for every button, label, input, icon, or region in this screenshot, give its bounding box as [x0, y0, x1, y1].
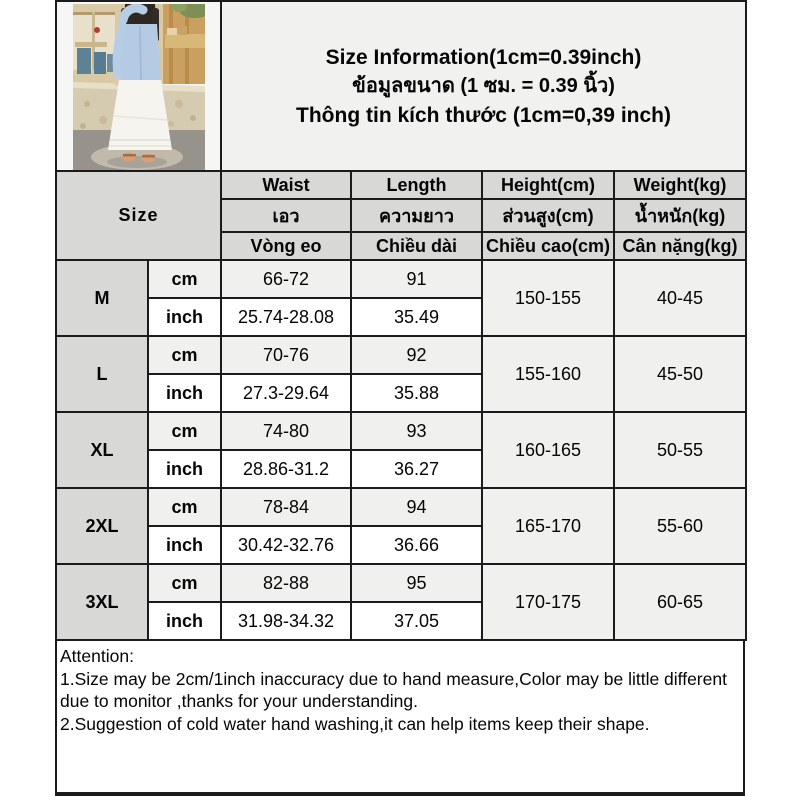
- weight-value: 40-45: [614, 260, 746, 336]
- length-cm-value: 93: [351, 412, 482, 450]
- length-inch-value: 35.49: [351, 298, 482, 336]
- product-photo: [73, 4, 205, 170]
- length-inch-value: 35.88: [351, 374, 482, 412]
- title-thai: ข้อมูลขนาด (1 ซม. = 0.39 นิ้ว): [352, 74, 615, 97]
- unit-inch: inch: [148, 298, 221, 336]
- waist-cm-value: 66-72: [221, 260, 351, 298]
- waist-inch-value: 30.42-32.76: [221, 526, 351, 564]
- attention-note-1-cont: due to monitor ,thanks for your understanding.: [60, 691, 418, 711]
- length-inch-value: 36.27: [351, 450, 482, 488]
- col-length-th: ความยาว: [351, 199, 482, 232]
- waist-cm-value: 78-84: [221, 488, 351, 526]
- table-row-3xl-cm: [56, 564, 746, 602]
- col-height-en: Height(cm): [482, 171, 614, 199]
- attention-note-2: 2.Suggestion of cold water hand washing,it can help items keep their shape.: [60, 713, 650, 734]
- table-row-xl-cm: [56, 412, 746, 450]
- unit-cm: cm: [148, 488, 221, 526]
- waist-inch-value: 31.98-34.32: [221, 602, 351, 640]
- size-info-title-cell: [221, 1, 746, 171]
- top-section: [56, 1, 746, 171]
- size-label-l: L: [56, 336, 148, 412]
- col-height-th: ส่วนสูง(cm): [482, 199, 614, 232]
- size-chart-panel: [55, 0, 745, 796]
- length-inch-value: 36.66: [351, 526, 482, 564]
- table-row-2xl-cm: [56, 488, 746, 526]
- header-row-english: [56, 171, 746, 199]
- unit-inch: inch: [148, 450, 221, 488]
- weight-value: 50-55: [614, 412, 746, 488]
- col-waist-th: เอว: [221, 199, 351, 232]
- waist-cm-value: 70-76: [221, 336, 351, 374]
- size-table: [55, 0, 747, 641]
- size-label-2xl: 2XL: [56, 488, 148, 564]
- height-value: 160-165: [482, 412, 614, 488]
- length-inch-value: 37.05: [351, 602, 482, 640]
- length-cm-value: 95: [351, 564, 482, 602]
- waist-inch-value: 28.86-31.2: [221, 450, 351, 488]
- unit-cm: cm: [148, 336, 221, 374]
- size-header: Size: [56, 171, 221, 260]
- length-cm-value: 94: [351, 488, 482, 526]
- col-weight-th: น้ำหนัก(kg): [614, 199, 746, 232]
- unit-cm: cm: [148, 564, 221, 602]
- table-row-m-cm: [56, 260, 746, 298]
- attention-note-1: 1.Size may be 2cm/1inch inaccuracy due to hand measure,Color may be little different: [60, 668, 727, 689]
- col-length-vi: Chiều dài: [351, 232, 482, 260]
- col-weight-vi: Cân nặng(kg): [614, 232, 746, 260]
- col-length-en: Length: [351, 171, 482, 199]
- waist-inch-value: 25.74-28.08: [221, 298, 351, 336]
- title-vietnamese: Thông tin kích thước (1cm=0,39 inch): [296, 103, 671, 127]
- size-label-3xl: 3XL: [56, 564, 148, 640]
- product-photo-cell: [56, 1, 221, 171]
- attention-heading: Attention:: [60, 646, 134, 666]
- waist-cm-value: 74-80: [221, 412, 351, 450]
- unit-cm: cm: [148, 260, 221, 298]
- col-waist-vi: Vòng eo: [221, 232, 351, 260]
- size-label-xl: XL: [56, 412, 148, 488]
- unit-inch: inch: [148, 526, 221, 564]
- waist-cm-value: 82-88: [221, 564, 351, 602]
- height-value: 170-175: [482, 564, 614, 640]
- weight-value: 55-60: [614, 488, 746, 564]
- length-cm-value: 91: [351, 260, 482, 298]
- col-height-vi: Chiều cao(cm): [482, 232, 614, 260]
- weight-value: 45-50: [614, 336, 746, 412]
- col-waist-en: Waist: [221, 171, 351, 199]
- unit-inch: inch: [148, 374, 221, 412]
- size-label-m: M: [56, 260, 148, 336]
- unit-inch: inch: [148, 602, 221, 640]
- unit-cm: cm: [148, 412, 221, 450]
- weight-value: 60-65: [614, 564, 746, 640]
- height-value: 165-170: [482, 488, 614, 564]
- height-value: 150-155: [482, 260, 614, 336]
- attention-section: [55, 641, 745, 796]
- waist-inch-value: 27.3-29.64: [221, 374, 351, 412]
- height-value: 155-160: [482, 336, 614, 412]
- col-weight-en: Weight(kg): [614, 171, 746, 199]
- length-cm-value: 92: [351, 336, 482, 374]
- table-row-l-cm: [56, 336, 746, 374]
- title-english: Size Information(1cm=0.39inch): [325, 45, 642, 69]
